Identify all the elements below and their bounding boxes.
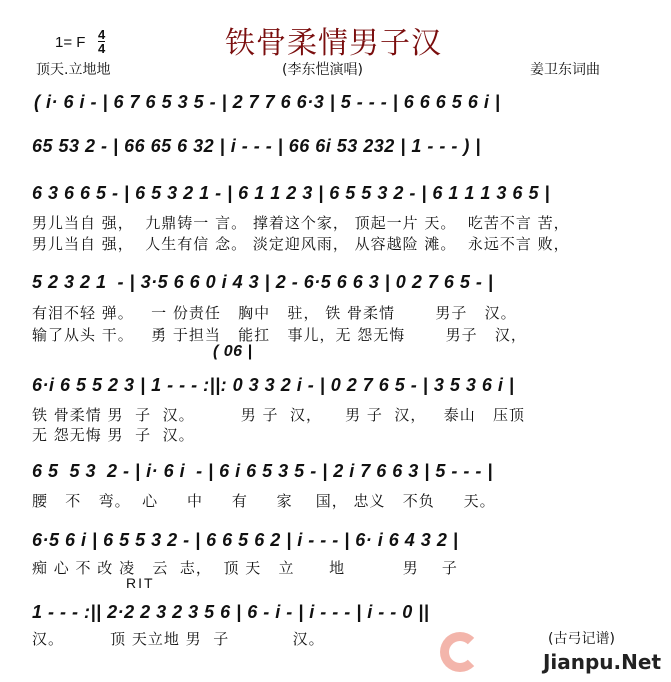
watermark-logo-icon	[440, 632, 480, 672]
credits: 姜卫东词曲	[530, 62, 600, 78]
pickup-notes: ( 06 |	[213, 343, 253, 360]
lyrics-line-4-verse-1: 有泪不轻 弹。 一 份责任 胸中 驻， 铁 骨柔情 男子 汉。	[32, 304, 517, 322]
score-line-8: 1 - - - :|| 2·2 2 3 2 3 5 6 | 6 - i - | i - - - | i - - 0 ||	[32, 602, 430, 622]
score-line-7: 6·5 6 i | 6 5 5 3 2 - | 6 6 5 6 2 | i - - - | 6· i 6 4 3 2 |	[32, 530, 459, 550]
lyrics-line-4-verse-2: 输了从头 干。 勇 于担当 能扛 事儿，无 怨无悔 男子 汉，	[32, 326, 527, 344]
lyrics-line-3-verse-1: 男儿当自 强， 九鼎铸一 言。 撑着这个家， 顶起一片 天。 吃苦不言 苦，	[32, 214, 570, 232]
time-signature-bottom: 4	[98, 41, 106, 56]
lyrics-line-3-verse-2: 男儿当自 强， 人生有信 念。 淡定迎风雨， 从容越险 滩。 永远不言 败，	[32, 235, 570, 253]
score-line-1: ( i· 6 i - | 6 7 6 5 3 5 - | 2 7 7 6 6·3 | 5 - - - | 6 6 6 5 6 i |	[34, 92, 501, 112]
transcriber-credit: (古弓记谱)	[548, 631, 615, 647]
lyrics-line-5-verse-2: 无 怨无悔 男 子 汉。	[32, 426, 195, 444]
lyrics-line-5-verse-1: 铁 骨柔情 男 子 汉。 男 子 汉， 男 子 汉， 泰山 压顶	[32, 406, 526, 424]
score-line-5: 6·i 6 5 5 2 3 | 1 - - - :||: 0 3 3 2 i - | 0 2 7 6 5 - | 3 5 3 6 i |	[32, 375, 515, 395]
score-line-6: 6 5 5 3 2 - | i· 6 i - | 6 i 6 5 3 5 - | 2 i 7 6 6 3 | 5 - - - |	[32, 461, 493, 481]
time-signature-top: 4	[98, 27, 106, 42]
lyrics-line-8: 汉。 顶 天立地 男 子 汉。	[32, 630, 325, 648]
lyrics-line-6: 腰 不 弯。 心 中 有 家 国， 忠义 不负 天。	[32, 492, 496, 510]
performer: (李东恺演唱)	[282, 62, 363, 78]
watermark-text: Jianpu.Net	[542, 650, 661, 674]
score-line-3: 6 3 6 6 5 - | 6 5 3 2 1 - | 6 1 1 2 3 | 6 5 5 3 2 - | 6 1 1 1 3 6 5 |	[32, 183, 550, 203]
song-title: 铁骨柔情男子汉	[225, 26, 442, 61]
key-signature: 1= F	[55, 34, 86, 51]
album-name: 顶天.立地地	[36, 62, 111, 78]
time-signature	[98, 28, 105, 55]
lyrics-line-7: 痴 心 不 改 凌 云 志， 顶 天 立 地 男 子	[32, 559, 458, 577]
score-line-2: 65 53 2 - | 66 65 6 32 | i - - - | 66 6i 53 232 | 1 - - - ) |	[32, 136, 481, 156]
score-line-4: 5 2 3 2 1 - | 3·5 6 6 0 i 4 3 | 2 - 6·5 6 6 3 | 0 2 7 6 5 - |	[32, 272, 494, 292]
tempo-mark-rit: RIT	[126, 575, 155, 591]
